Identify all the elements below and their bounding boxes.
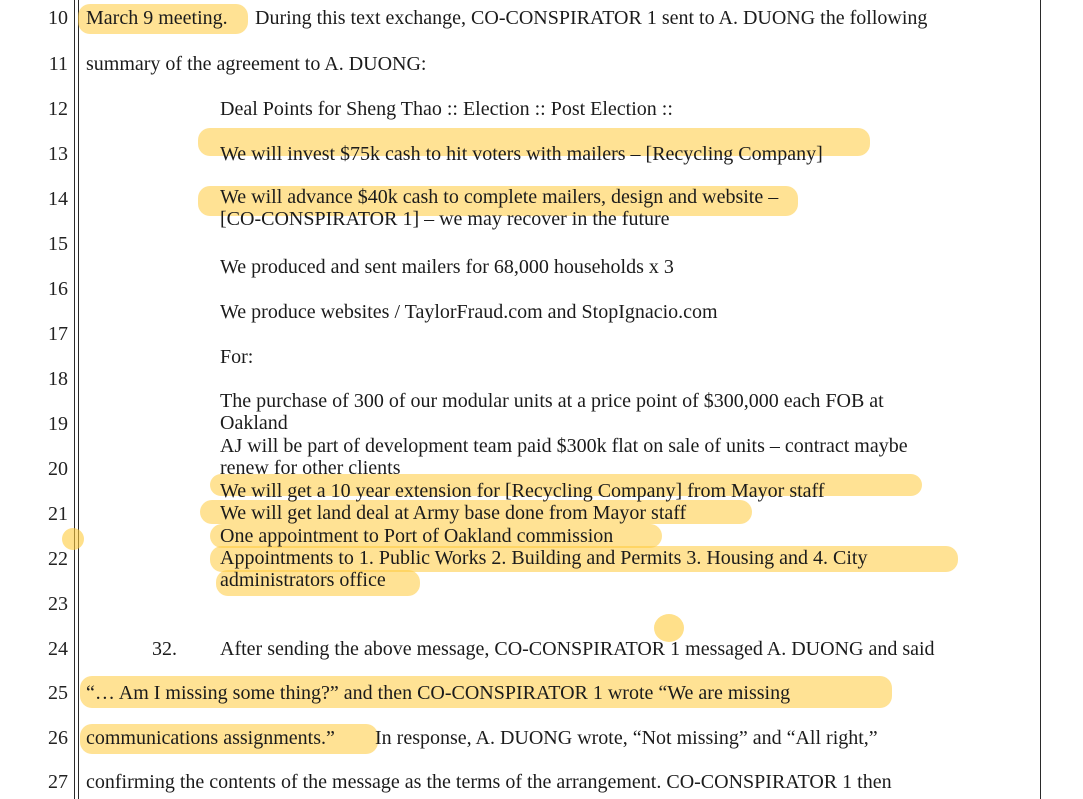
deal-points-heading: Deal Points for Sheng Thao :: Election :: Post Election :: (220, 98, 673, 120)
line-number: 24 (48, 638, 68, 660)
line-number: 13 (48, 143, 68, 165)
term-land-deal: We will get land deal at Army base done from Mayor staff (220, 502, 687, 524)
term-appointments-cont: administrators office (220, 569, 386, 591)
deal-points-for-label: For: (220, 346, 254, 368)
deal-point-advance-cash: We will advance $40k cash to complete mailers, design and website – (220, 186, 779, 208)
text-line-24: After sending the above message, CO-CONSPIRATOR 1 messaged A. DUONG and said (220, 638, 935, 660)
line-number: 22 (48, 548, 68, 570)
left-margin-rule (74, 0, 75, 799)
left-margin-rule-inner (78, 0, 79, 799)
line-number: 10 (48, 7, 68, 29)
text-line-26a: communications assignments.” (86, 727, 335, 749)
line-number: 20 (48, 458, 68, 480)
term-modular-units: The purchase of 300 of our modular units at a price point of $300,000 each FOB at (220, 390, 884, 412)
line-number: 15 (48, 233, 68, 255)
deal-point-mailers-households: We produced and sent mailers for 68,000 households x 3 (220, 256, 674, 278)
line-number: 27 (48, 771, 68, 793)
line-number: 14 (48, 188, 68, 210)
line-number: 26 (48, 727, 68, 749)
line-number: 11 (48, 53, 68, 75)
paragraph-number: 32. (152, 638, 177, 660)
text-line-26b: In response, A. DUONG wrote, “Not missing” and “All right,” (375, 727, 878, 749)
line-number: 16 (48, 278, 68, 300)
term-appointments: Appointments to 1. Public Works 2. Building and Permits 3. Housing and 4. City (220, 547, 868, 569)
term-extension: We will get a 10 year extension for [Recycling Company] from Mayor staff (220, 480, 825, 502)
text-line-10b: During this text exchange, CO-CONSPIRATOR 1 sent to A. DUONG the following (255, 7, 928, 29)
term-modular-units-cont: Oakland (220, 412, 288, 434)
line-number: 21 (48, 503, 68, 525)
deal-point-mailers-investment: We will invest $75k cash to hit voters with mailers – [Recycling Company] (220, 143, 823, 165)
line-number: 17 (48, 323, 68, 345)
term-development-team: AJ will be part of development team paid $300k flat on sale of units – contract maybe (220, 435, 908, 457)
line-number: 18 (48, 368, 68, 390)
line-number: 23 (48, 593, 68, 615)
right-margin-rule (1040, 0, 1041, 799)
term-development-team-cont: renew for other clients (220, 457, 401, 479)
line-number: 19 (48, 413, 68, 435)
line-number: 25 (48, 682, 68, 704)
text-line-10a: March 9 meeting. (86, 7, 228, 29)
text-line-25: “… Am I missing some thing?” and then CO-CONSPIRATOR 1 wrote “We are missing (86, 682, 791, 704)
line-number: 12 (48, 98, 68, 120)
deal-point-advance-cash-cont: [CO-CONSPIRATOR 1] – we may recover in the future (220, 208, 670, 230)
term-port-appointment: One appointment to Port of Oakland commission (220, 525, 614, 547)
text-line-11: summary of the agreement to A. DUONG: (86, 53, 427, 75)
text-line-27: confirming the contents of the message as the terms of the arrangement. CO-CONSPIRATOR 1 then (86, 771, 892, 793)
deal-point-websites: We produce websites / TaylorFraud.com and StopIgnacio.com (220, 301, 718, 323)
